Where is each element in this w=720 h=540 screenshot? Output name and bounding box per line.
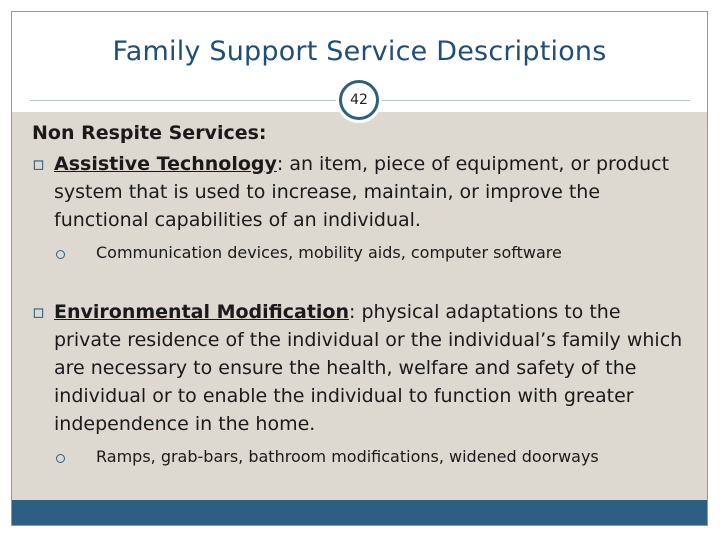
- bullet-colon: :: [349, 301, 356, 323]
- slide-title: Family Support Service Descriptions: [112, 36, 607, 67]
- sub-bullet-text: Ramps, grab-bars, bathroom modifications, widened doorways: [96, 447, 599, 466]
- page-number-badge: [339, 80, 379, 120]
- bullet-assistive-technology: [32, 150, 692, 234]
- bullet-colon: :: [276, 153, 284, 175]
- bullet-environmental-modification: [32, 298, 692, 438]
- circle-bullet-icon: [56, 454, 65, 463]
- footer-bar: [12, 500, 707, 525]
- bullet-term: Assistive Technology: [54, 153, 277, 175]
- square-bullet-icon: ▫: [32, 153, 45, 175]
- sub-bullet-assistive-examples: [32, 242, 692, 264]
- sub-bullet-environmental-examples: [32, 446, 692, 468]
- square-bullet-icon: ▫: [32, 301, 45, 323]
- circle-bullet-icon: [56, 250, 65, 259]
- bullet-text: an item, piece of equipment, or product system that is used to increase, maintain, or improve the functional capabilities of an individual.: [54, 153, 670, 231]
- bullet-text: physical adaptations to the private residence of the individual or the individual’s family which are necessary to ensure the health, welfare and safety of the individual or to enable the individual to function with greater independence in the home.: [54, 301, 683, 435]
- page-number: 42: [350, 92, 368, 108]
- bullet-term: Environmental Modification: [54, 301, 350, 323]
- section-heading: Non Respite Services:: [32, 122, 267, 144]
- sub-bullet-text: Communication devices, mobility aids, computer software: [96, 243, 562, 262]
- slide-content: [32, 122, 692, 468]
